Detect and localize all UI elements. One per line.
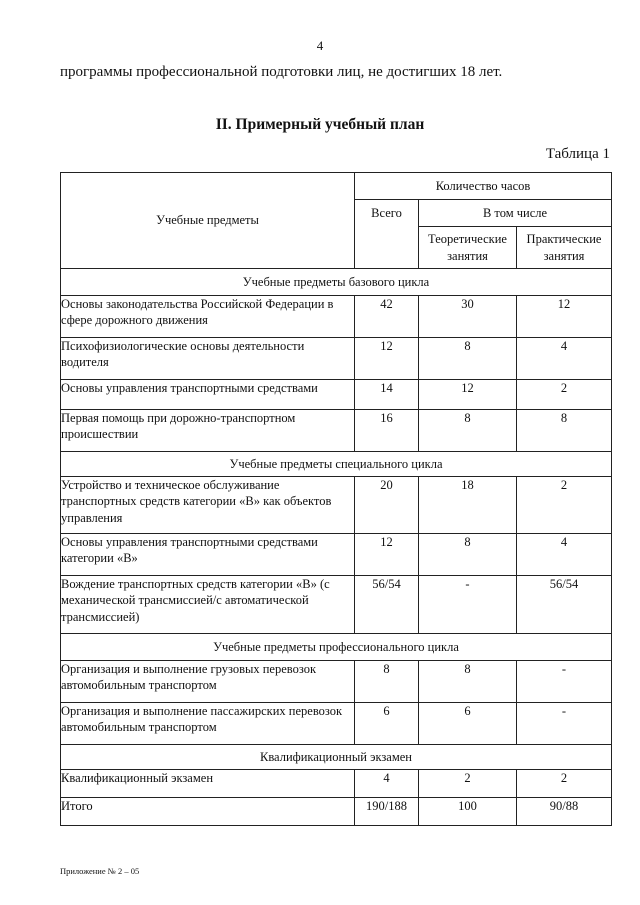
subject-cell: Психофизиологические основы деятельности водителя — [61, 338, 355, 380]
table-row — [61, 477, 612, 534]
theory-cell: 8 — [419, 534, 517, 576]
total-cell: 56/54 — [355, 576, 419, 634]
subject-cell: Первая помощь при дорожно-транспортном происшествии — [61, 410, 355, 452]
practice-cell: 4 — [517, 534, 612, 576]
subject-cell: Квалификационный экзамен — [61, 770, 355, 798]
section-title-cell: Квалификационный экзамен — [61, 745, 612, 770]
practice-cell: - — [517, 703, 612, 745]
theory-cell: 6 — [419, 703, 517, 745]
total-cell: 42 — [355, 296, 419, 338]
total-cell: 190/188 — [355, 798, 419, 826]
header-hours: Количество часов — [355, 173, 612, 200]
total-row — [61, 798, 612, 826]
total-cell: 16 — [355, 410, 419, 452]
theory-cell: 8 — [419, 338, 517, 380]
practice-cell: 56/54 — [517, 576, 612, 634]
total-cell: 8 — [355, 661, 419, 703]
theory-cell: 30 — [419, 296, 517, 338]
subject-cell: Вождение транспортных средств категории «В» (с механической трансмиссией/с автоматической трансмиссией) — [61, 576, 355, 634]
total-cell: 4 — [355, 770, 419, 798]
theory-cell: 18 — [419, 477, 517, 534]
practice-cell: 12 — [517, 296, 612, 338]
theory-cell: 8 — [419, 410, 517, 452]
total-label-cell: Итого — [61, 798, 355, 826]
table-row — [61, 338, 612, 380]
theory-cell: 8 — [419, 661, 517, 703]
table-row — [61, 770, 612, 798]
total-cell: 6 — [355, 703, 419, 745]
section-row — [61, 452, 612, 477]
practice-cell: 90/88 — [517, 798, 612, 826]
table-row — [61, 410, 612, 452]
table-row — [61, 380, 612, 410]
total-cell: 14 — [355, 380, 419, 410]
table-row — [61, 534, 612, 576]
header-subjects: Учебные предметы — [61, 173, 355, 269]
total-cell: 12 — [355, 338, 419, 380]
table-label: Таблица 1 — [545, 146, 610, 162]
header-total: Всего — [355, 200, 419, 269]
section-title-cell: Учебные предметы профессионального цикла — [61, 634, 612, 661]
subject-cell: Основы управления транспортными средствами — [61, 380, 355, 410]
subject-cell: Организация и выполнение грузовых перевозок автомобильным транспортом — [61, 661, 355, 703]
curriculum-table — [60, 172, 612, 826]
intro-line: программы профессиональной подготовки лиц, не достигших 18 лет. — [60, 64, 503, 80]
header-theory: Теоретические занятия — [419, 227, 517, 269]
section-title-cell: Учебные предметы специального цикла — [61, 452, 612, 477]
section-row — [61, 634, 612, 661]
practice-cell: 8 — [517, 410, 612, 452]
subject-cell: Устройство и техническое обслуживание транспортных средств категории «В» как объектов управления — [61, 477, 355, 534]
subject-cell: Организация и выполнение пассажирских перевозок автомобильным транспортом — [61, 703, 355, 745]
page-number: 4 — [316, 38, 324, 53]
practice-cell: 4 — [517, 338, 612, 380]
header-practice: Практические занятия — [517, 227, 612, 269]
section-title: II. Примерный учебный план — [215, 116, 425, 133]
theory-cell: 12 — [419, 380, 517, 410]
header-including: В том числе — [419, 200, 612, 227]
header-row-1 — [61, 173, 612, 200]
total-cell: 12 — [355, 534, 419, 576]
table-row — [61, 576, 612, 634]
theory-cell: - — [419, 576, 517, 634]
section-row — [61, 269, 612, 296]
theory-cell: 2 — [419, 770, 517, 798]
footer-note: Приложение № 2 – 05 — [60, 866, 140, 876]
practice-cell: - — [517, 661, 612, 703]
subject-cell: Основы управления транспортными средствами категории «В» — [61, 534, 355, 576]
total-cell: 20 — [355, 477, 419, 534]
table-row — [61, 703, 612, 745]
theory-cell: 100 — [419, 798, 517, 826]
practice-cell: 2 — [517, 380, 612, 410]
section-row — [61, 745, 612, 770]
subject-cell: Основы законодательства Российской Федерации в сфере дорожного движения — [61, 296, 355, 338]
table-row — [61, 661, 612, 703]
practice-cell: 2 — [517, 770, 612, 798]
table-row — [61, 296, 612, 338]
section-title-cell: Учебные предметы базового цикла — [61, 269, 612, 296]
practice-cell: 2 — [517, 477, 612, 534]
